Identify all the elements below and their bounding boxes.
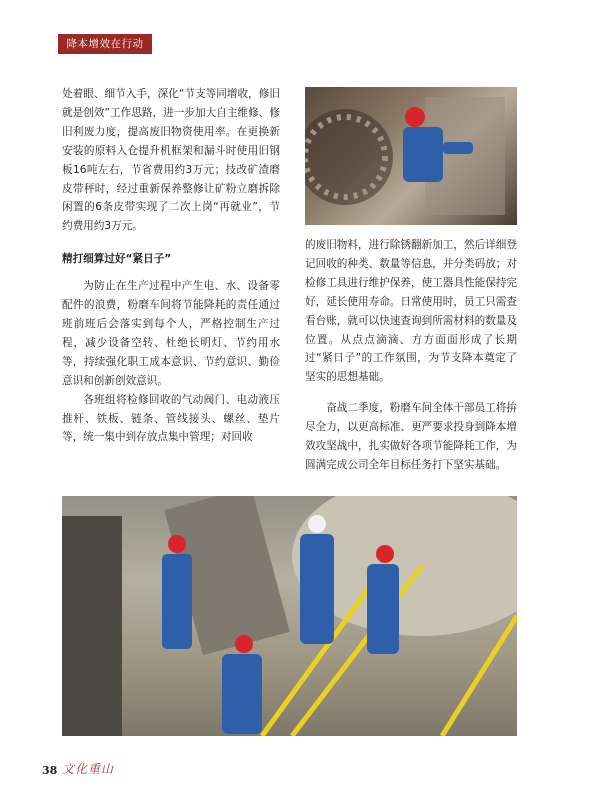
magazine-logo: 文化重山: [62, 762, 115, 776]
left-column: [62, 85, 280, 447]
left-paragraph-3: 各班组将检修回收的气动阀门、电动液压推杆、铁板、链条、管线接头、螺丝、垫片等，统一集中到存放点集中管理；对回收: [62, 393, 280, 444]
photo-worker-maintenance: [305, 87, 517, 225]
right-column: [305, 236, 517, 475]
section-tag: 降本增效在行动: [58, 34, 152, 54]
page-number: 38: [42, 764, 58, 777]
left-paragraph-2: 为防止在生产过程中产生电、水、设备零配件的浪费，粉磨车间将节能降耗的责任通过班前班后会落实到每个人，严格控制生产过程，减少设备空转、杜绝长明灯、节约用水等，持续强化职工成本意识、节约意识、勤俭意识和创新创效意识。: [62, 280, 280, 387]
photo-workers-on-stairs: [62, 496, 517, 736]
photo-bottom-illustration: [62, 496, 517, 736]
left-paragraph-1: 处着眼、细节入手，深化“节支等同增收，修旧就是创效”工作思路，进一步加大自主维修、修旧利废力度，提高废旧物资使用率。在更换新安装的原料入仓提升机框架和漏斗时使用旧钢板16吨左右，节省费用约3万元；技改矿渣磨皮带秤时，经过重新保养整修让矿粉立磨拆除闲置的6条皮带实现了二次上岗“再就业”，节约费用约3万元。: [62, 88, 280, 233]
right-paragraph-2: 奋战二季度，粉磨车间全体干部员工将拚尽全力，以更高标准、更严要求投身到降本增效攻坚战中，扎实做好各项节能降耗工作，为圆满完成公司全年目标任务打下坚实基础。: [305, 402, 517, 471]
section-heading: 精打细算过好“紧日子”: [62, 253, 172, 266]
right-paragraph-1: 的废旧物料，进行除锈翻新加工，然后详细登记回收的种类、数量等信息，并分类码放；对检修工具进行维护保养，使工器具性能保持完好，延长使用寿命。日常使用时，员工只需查看台账，就可以快速查询到所需材料的数量及位置。从点点滴滴、方方面面形成了长期过“紧日子”的工作氛围，为节支降本奠定了坚实的思想基础。: [305, 239, 517, 384]
photo-top-illustration: [305, 87, 517, 225]
